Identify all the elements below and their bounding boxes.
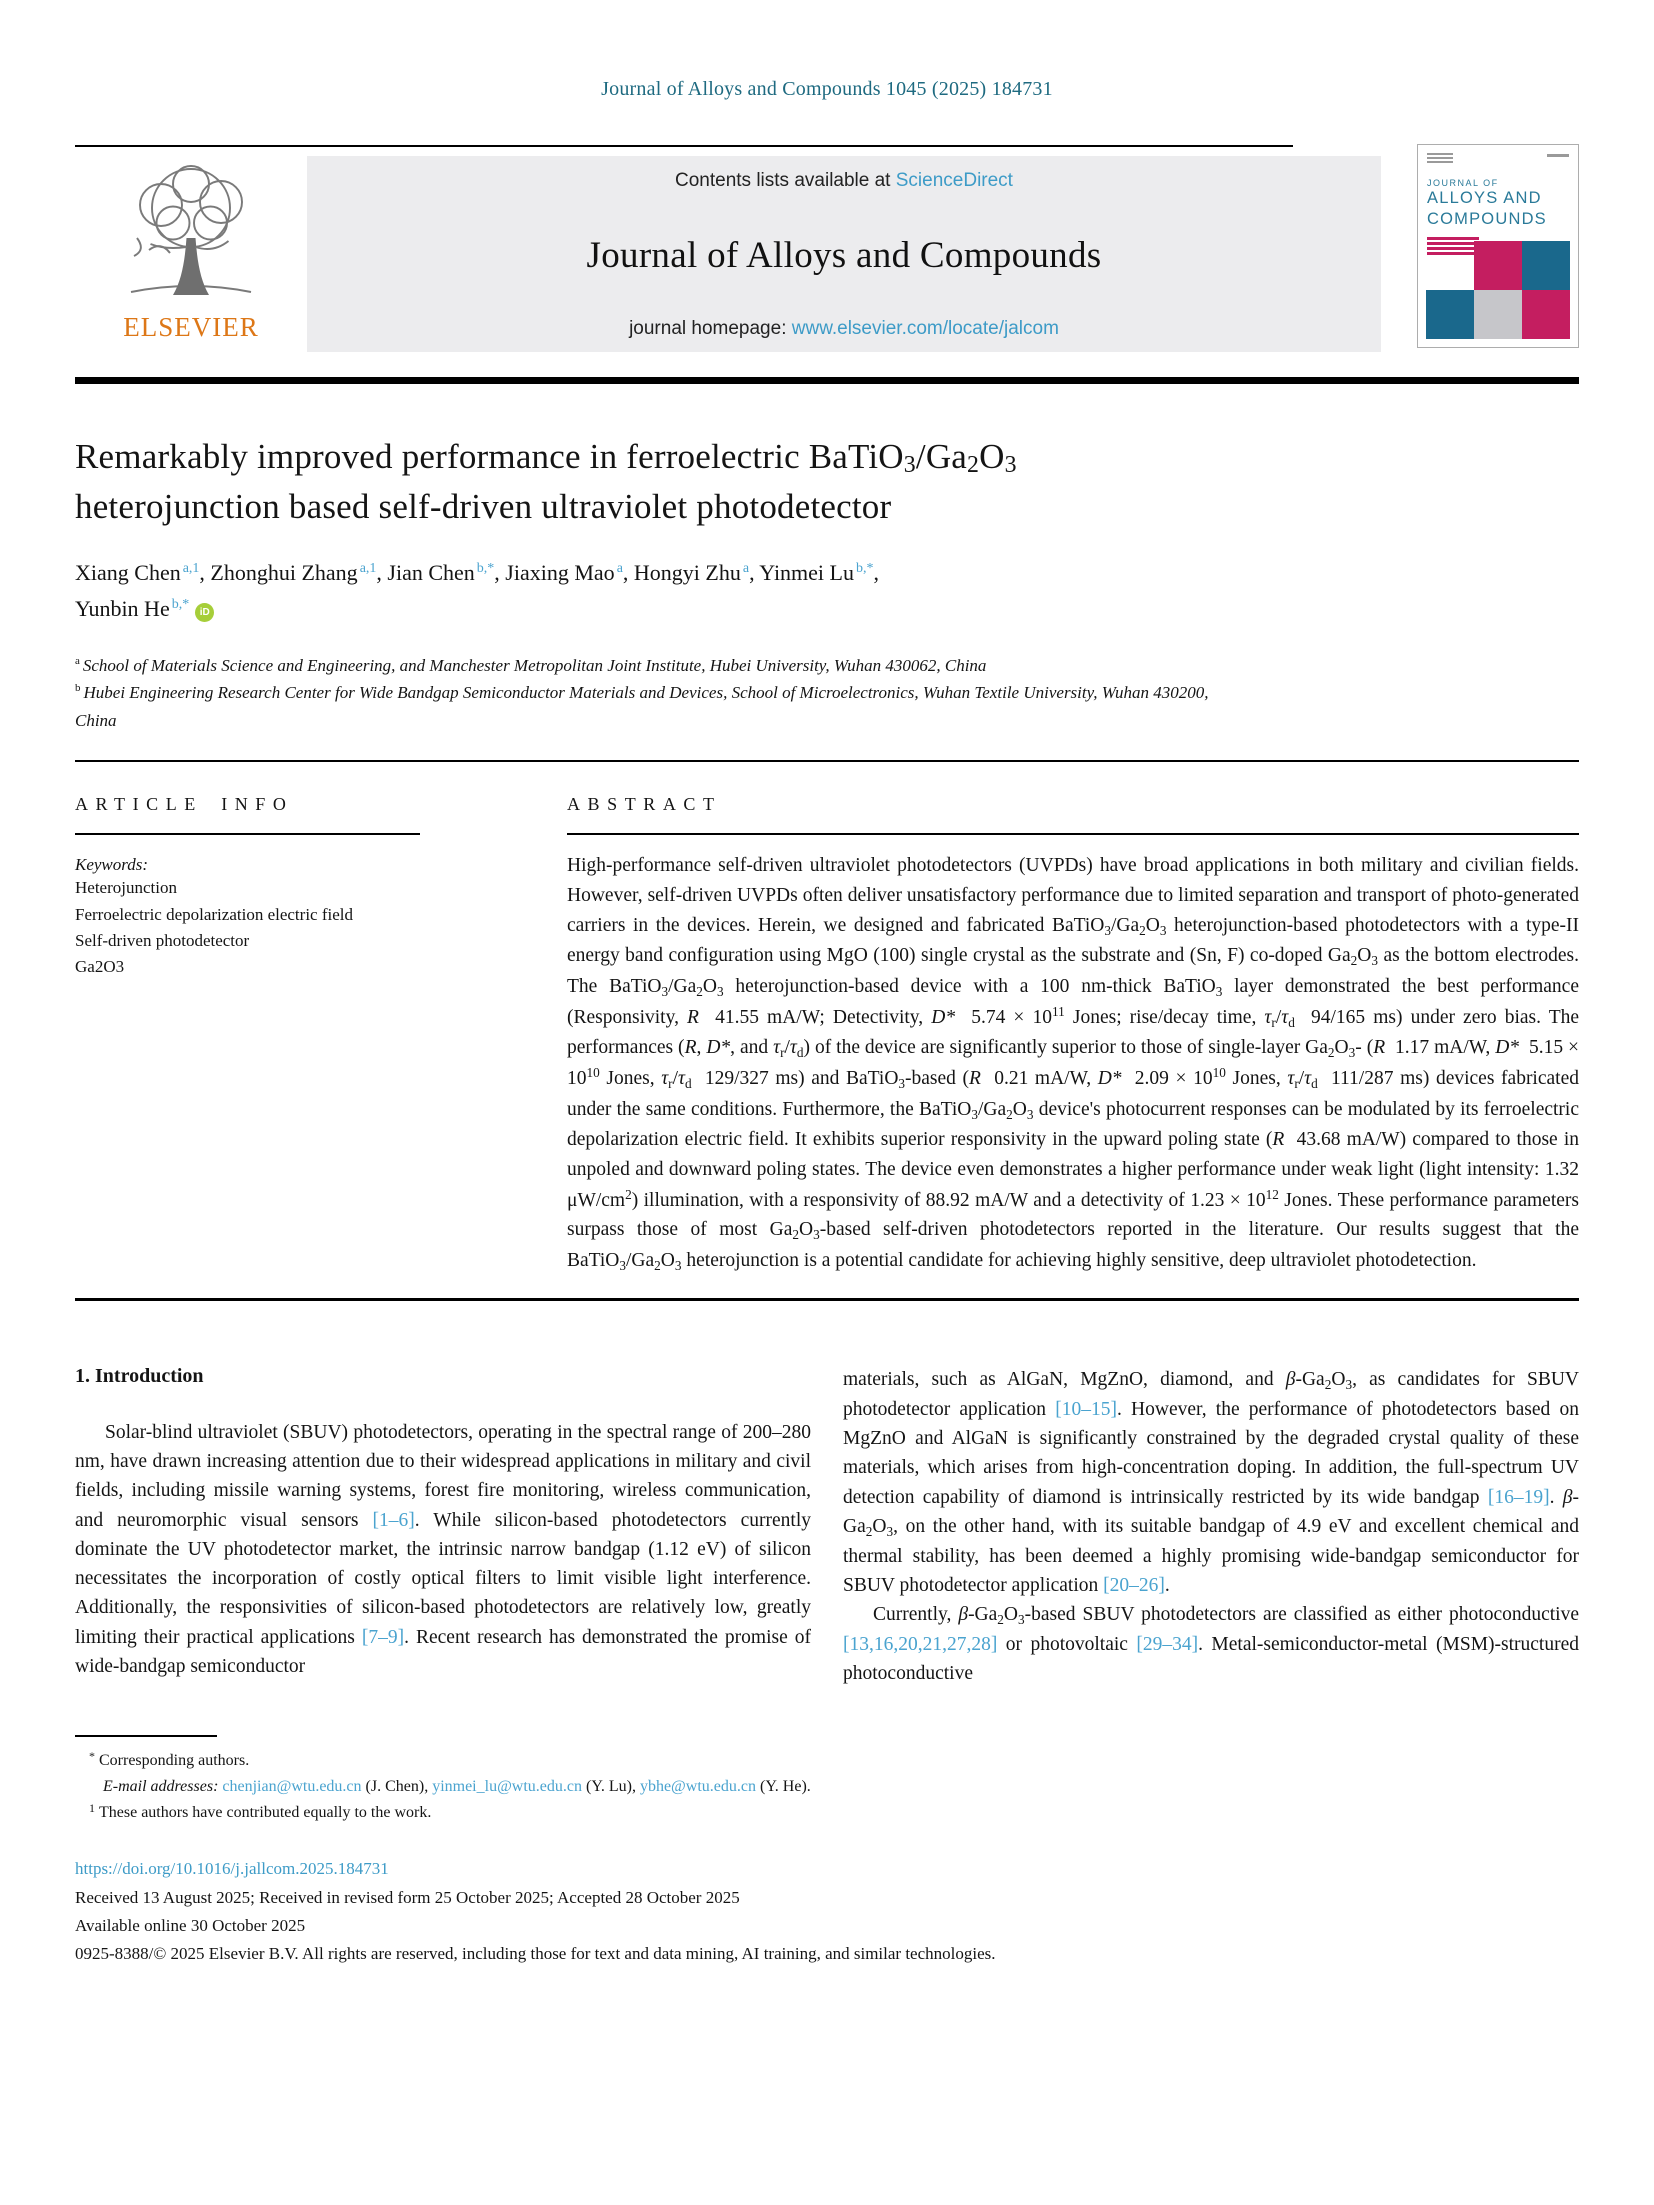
text-segment: 2 <box>696 983 703 999</box>
author[interactable]: Jiaxing Mao $^a$ <box>505 560 623 586</box>
text-segment: 3 <box>619 1257 627 1273</box>
cover-tile <box>1474 290 1522 339</box>
text-segment: 129/327 ms) and BaTiO <box>691 1068 899 1090</box>
text-segment: 11 <box>1052 1003 1065 1019</box>
text-segment: , and <box>730 1037 774 1059</box>
text-segment: as the bottom electrodes. The BaTiO <box>567 945 1580 997</box>
text-segment: /Ga <box>978 1098 1007 1120</box>
article-title <box>75 432 1579 531</box>
text-segment: 2 <box>1324 1376 1332 1392</box>
text-segment: . Recent research has demonstrated the promise of wide-bandgap semiconductor <box>75 1626 811 1677</box>
elsevier-tree-icon <box>116 160 266 310</box>
header-rule-thin <box>75 145 1293 147</box>
text-segment: O <box>798 1219 814 1241</box>
text-segment: device's photocurrent responses can be modulated by its ferroelectric depolarization electric field. It exhibits superior responsivity in the upward poling state ( <box>567 1098 1579 1150</box>
text-segment: τ <box>1264 1006 1272 1028</box>
contents-prefix: Contents lists available at <box>675 170 896 191</box>
text-segment: / <box>1298 1068 1305 1090</box>
text-segment: heterojunction is a potential candidate for achieving highly sensitive, deep ultraviolet photodetection. <box>681 1249 1477 1271</box>
text-segment: heterojunction-based photodetectors with a type-II energy band configuration using MgO (100) single crystal as the substrate and (Sn, F) co-doped Ga <box>567 914 1579 967</box>
text-segment: D* <box>931 1006 956 1028</box>
text-segment: τ <box>1281 1006 1289 1028</box>
introduction-heading: 1. Introduction <box>75 1364 204 1387</box>
contents-line <box>675 170 1013 192</box>
doi-link[interactable]: https://doi.org/10.1016/j.jallcom.2025.184731 <box>75 1859 389 1879</box>
section-rule-bottom <box>75 1298 1579 1301</box>
text-segment: 3 <box>1159 922 1167 938</box>
text-segment: O <box>660 1249 675 1271</box>
article-info-heading: ARTICLE INFO <box>75 794 294 815</box>
affiliation-b: $^b$ Hubei Engineering Research Center for Wide Bandgap Semiconductor Materials and Devices, School of Microelectronics, Wuhan Textile University, Wuhan 430200, China <box>75 682 1209 730</box>
tree-trunk <box>173 238 209 295</box>
author-affil-sup: a,1 <box>359 561 377 577</box>
text-segment: R <box>969 1068 981 1090</box>
homepage-line <box>629 318 1059 340</box>
text-segment: (Y. Lu), <box>582 1777 640 1795</box>
citation-link[interactable]: [29–34] <box>1136 1634 1199 1656</box>
corresponding-authors-note: * Corresponding authors. <box>89 1748 250 1769</box>
text-segment: τ <box>678 1068 685 1090</box>
text-segment: r <box>1294 1076 1299 1092</box>
text-segment: 3 <box>1371 953 1378 969</box>
text-segment: or photovoltaic <box>997 1634 1137 1656</box>
copyright-line: 0925-8388/© 2025 Elsevier B.V. All rights are reserved, including those for text and data mining, AI training, and similar technologies. <box>75 1944 996 1964</box>
abstract-rule <box>567 833 1579 835</box>
text-segment: r <box>668 1076 673 1092</box>
abstract-column <box>567 780 1579 1276</box>
cover-tile <box>1474 241 1522 290</box>
sciencedirect-link[interactable]: ScienceDirect <box>895 170 1013 191</box>
cover-title <box>1427 178 1569 229</box>
text-segment: O <box>1334 1037 1349 1059</box>
text-segment: τ <box>789 1037 797 1059</box>
text-segment: -based self-driven photodetectors reported in the literature. Our results suggest that the BaTiO <box>567 1219 1579 1271</box>
header-rule-thick <box>75 377 1579 384</box>
affil-sup: a <box>75 654 80 667</box>
text-segment: R <box>684 1037 697 1059</box>
keyword: Heterojunction <box>75 878 177 898</box>
text-segment: β <box>1562 1486 1573 1508</box>
text-segment: 2 <box>1350 953 1358 969</box>
text-segment: R <box>1373 1037 1386 1059</box>
text-segment: 12 <box>1265 1186 1279 1202</box>
text-segment: 2 <box>792 1227 799 1243</box>
text-segment: R <box>1272 1128 1285 1150</box>
journal-banner <box>307 156 1381 352</box>
text-segment: /Ga <box>1110 914 1140 936</box>
text-segment: O <box>872 1515 887 1537</box>
text-segment: / <box>672 1068 679 1090</box>
author-affil-sup: b,* <box>476 561 495 577</box>
text-segment: 2 <box>865 1523 873 1539</box>
cover-issn-mark <box>1547 154 1569 157</box>
journal-homepage-link[interactable]: www.elsevier.com/locate/jalcom <box>791 318 1059 339</box>
text-segment: 10 <box>1212 1065 1226 1081</box>
text-segment: 3 <box>1104 922 1111 938</box>
affiliation-a: $^a$ School of Materials Science and Engineering, and Manchester Metropolitan Joint Institute, Hubei University, Wuhan 430062, China <box>75 654 987 675</box>
text-segment: E-mail addresses: <box>103 1777 223 1795</box>
cover-title-line1: ALLOYS AND <box>1427 189 1542 207</box>
page-header-citation: Journal of Alloys and Compounds 1045 (2025) 184731 <box>601 78 1053 100</box>
author-affil-sup: a,1 <box>182 561 200 577</box>
cover-tile <box>1426 241 1474 290</box>
text-segment: / <box>784 1037 790 1059</box>
text-segment: ) of the device are significantly superior to those of single-layer Ga <box>803 1037 1328 1059</box>
email-addresses-note <box>75 1774 1579 1800</box>
text-segment: /Ga <box>668 975 697 997</box>
author-line-1: Xiang Chen $^{a,1}$, Zhonghui Zhang $^{a,1}$, Jian Chen $^{b,*}$, Jiaxing Mao $^a$, Hongyi Zhu $^a$, Yinmei Lu $^{b,*}$, <box>75 560 879 586</box>
text-segment: O <box>979 437 1005 476</box>
info-abstract-section <box>75 780 1579 1276</box>
text-segment: 3 <box>886 1523 894 1539</box>
text-segment: 2 <box>654 1257 661 1273</box>
text-segment: 2 <box>997 1612 1004 1628</box>
intro-column-left <box>75 1365 811 1689</box>
text-segment: 43.68 mA/W) compared to those in unpoled and downward poling states. The device even demonstrates a higher performance under weak light (light intensity: 1.32 μW/cm <box>567 1128 1579 1211</box>
citation-link[interactable]: [10–15] <box>1055 1398 1117 1420</box>
text-segment: D* <box>1097 1068 1122 1090</box>
author[interactable]: Hongyi Zhu $^a$ <box>633 560 750 586</box>
text-segment: r <box>1271 1014 1276 1030</box>
text-segment: 94/165 ms) under zero bias. The performances ( <box>567 1006 1580 1059</box>
text-segment: d <box>1311 1076 1318 1092</box>
available-online: Available online 30 October 2025 <box>75 1916 306 1936</box>
text-segment: , as candidates for SBUV photodetector application <box>843 1368 1579 1420</box>
elsevier-logo <box>75 156 307 352</box>
abstract-heading: ABSTRACT <box>567 794 722 815</box>
text-segment: 3 <box>903 452 916 478</box>
cover-title-small: JOURNAL OF <box>1427 178 1499 188</box>
intro-paragraph <box>75 1418 811 1681</box>
cover-title-line2: COMPOUNDS <box>1427 209 1547 228</box>
text-segment: materials, such as AlGaN, MgZnO, diamond, and <box>843 1368 1286 1390</box>
text-segment: Jones. These performance parameters surpass those of most Ga <box>567 1189 1579 1241</box>
text-segment: D* <box>1495 1037 1520 1059</box>
footnote-rule <box>75 1735 217 1737</box>
journal-name: Journal of Alloys and Compounds <box>586 234 1102 276</box>
text-segment: /Ga <box>915 437 968 476</box>
citation-link[interactable]: [7–9] <box>361 1626 405 1648</box>
text-segment: 3 <box>1348 1045 1356 1061</box>
masthead <box>75 145 1579 352</box>
text-segment: / <box>1275 1006 1282 1028</box>
email-link[interactable]: yinmei_lu@wtu.edu.cn <box>432 1777 583 1795</box>
text-segment: 2.09 × 10 <box>1121 1068 1213 1090</box>
cover-color-grid <box>1426 241 1570 339</box>
cover-tile <box>1426 290 1474 339</box>
text-segment: τ <box>1287 1068 1295 1090</box>
author[interactable]: Jian Chen $^{b,*}$ <box>387 560 495 586</box>
affil-sup: b <box>75 682 81 695</box>
article-info-column <box>75 780 485 1276</box>
text-segment: 3 <box>1018 1612 1025 1628</box>
text-segment: 3 <box>813 1227 820 1243</box>
text-segment: ) illumination, with a responsivity of 88.92 mA/W and a detectivity of 1.23 × 10 <box>631 1189 1266 1211</box>
text-segment: 3 <box>1345 1376 1353 1392</box>
intro-paragraph <box>843 1365 1579 1600</box>
text-segment: (Y. He). <box>755 1777 811 1795</box>
text-segment: 2 <box>1006 1106 1013 1122</box>
text-segment: O <box>702 975 717 997</box>
citation-link[interactable]: [1–6] <box>372 1509 415 1531</box>
asterisk-marker: * <box>89 1748 95 1763</box>
author[interactable]: Yunbin He $^{b,*}$ <box>75 595 190 621</box>
author-list <box>75 555 1579 625</box>
text-segment: 2 <box>967 452 980 478</box>
text-segment: τ <box>773 1037 781 1059</box>
text-segment: High-performance self-driven ultraviolet photodetectors (UVPDs) have broad applications in both military and civilian fields. However, self-driven UVPDs often deliver unsatisfactory performance due to limited separation and transport of photo-generated carriers in the devices. Herein, we designed and fabricated BaTiO <box>567 855 1579 936</box>
text-segment: -based ( <box>905 1068 970 1090</box>
footnotes <box>75 1735 1579 1827</box>
text-segment: . However, the performance of photodetectors based on MgZnO and AlGaN is significantly constrained by the degraded crystal quality of these materials, which arises from high-concentration doping. In addition, the full-spectrum UV detection capability of diamond is intrinsically restricted by its wide bandgap <box>843 1398 1579 1508</box>
keyword: Ferroelectric depolarization electric field <box>75 904 353 924</box>
text-segment: d <box>685 1076 692 1092</box>
text-segment: 5.74 × 10 <box>955 1006 1053 1028</box>
email-link[interactable]: ybhe@wtu.edu.cn <box>639 1777 756 1795</box>
text-segment: d <box>796 1045 804 1061</box>
equal-contribution-note: $^1$ These authors have contributed equally to the work. <box>89 1801 432 1822</box>
text-segment: β <box>958 1604 969 1626</box>
homepage-prefix: journal homepage: <box>629 318 792 339</box>
text-segment: /Ga <box>626 1249 655 1271</box>
article-title-line2: heterojunction based self-driven ultraviolet photodetector <box>75 487 892 527</box>
text-segment: -based SBUV photodetectors are classified as either photoconductive <box>1024 1604 1579 1626</box>
author-affil-sup: a <box>616 561 623 577</box>
text-segment: 3 <box>1004 452 1017 478</box>
cover-tile <box>1522 241 1570 290</box>
text-segment: 111/287 ms) devices fabricated under the same conditions. Furthermore, the BaTiO <box>567 1068 1579 1120</box>
keyword: Self-driven photodetector <box>75 930 250 950</box>
citation-link[interactable]: [13,16,20,21,27,28] <box>843 1634 998 1656</box>
author[interactable]: Yinmei Lu $^{b,*}$ <box>759 560 874 586</box>
footnote-1-marker: 1 <box>89 1801 95 1816</box>
section-rule-top <box>75 760 1579 762</box>
introduction-section <box>75 1365 1579 1689</box>
text-segment: Jones, <box>599 1068 662 1090</box>
text-segment: , on the other hand, with its suitable bandgap of 4.9 eV and excellent chemical and thermal stability, has been deemed a highly promising wide-bandgap semiconductor for SBUV photodetector application <box>843 1515 1579 1596</box>
text-segment: O <box>1145 914 1160 936</box>
author-affil-sup: a <box>742 561 750 577</box>
text-segment: Jones, <box>1225 1068 1288 1090</box>
text-segment: 3 <box>898 1076 906 1092</box>
email-link[interactable]: chenjian@wtu.edu.cn <box>222 1777 362 1795</box>
text-segment: O <box>1003 1604 1019 1626</box>
intro-column-right <box>843 1365 1579 1689</box>
elsevier-wordmark: ELSEVIER <box>123 312 259 342</box>
text-segment: Remarkably improved performance in ferroelectric BaTiO <box>75 437 904 476</box>
abstract-text <box>567 851 1579 1276</box>
text-segment: (J. Chen), <box>361 1777 433 1795</box>
text-segment: 2 <box>625 1186 632 1202</box>
text-segment: - ( <box>1355 1037 1374 1059</box>
text-segment: τ <box>661 1068 669 1090</box>
cover-publisher-mark <box>1427 153 1453 167</box>
text-segment: . <box>1549 1486 1563 1508</box>
author[interactable]: Xiang Chen $^{a,1}$ <box>75 560 200 586</box>
affiliations <box>75 652 1579 735</box>
author-affil-sup: b,* <box>855 561 874 577</box>
article-info-rule <box>75 833 420 835</box>
text-segment: r <box>780 1045 785 1061</box>
journal-cover-thumbnail <box>1417 144 1579 348</box>
keywords-label: Keywords: <box>75 855 149 875</box>
cover-tile <box>1522 290 1570 339</box>
text-segment: 0.21 mA/W, <box>980 1068 1098 1090</box>
text-segment: d <box>1288 1014 1295 1030</box>
author-affil-sup: b,* <box>171 596 190 612</box>
received-dates: Received 13 August 2025; Received in revised form 25 October 2025; Accepted 28 October 2025 <box>75 1887 740 1907</box>
text-segment: . <box>1164 1574 1170 1596</box>
text-segment: Jones; rise/decay time, <box>1064 1006 1265 1028</box>
text-segment: 3 <box>661 983 669 999</box>
text-segment: 3 <box>716 983 724 999</box>
keyword: Ga2O3 <box>75 957 125 977</box>
text-segment: 3 <box>1215 983 1223 999</box>
text-segment: 1.17 mA/W, <box>1385 1037 1496 1059</box>
publication-details <box>75 1856 1579 1967</box>
text-segment: R <box>687 1006 699 1028</box>
text-segment: . While silicon-based photodetectors currently dominate the UV photodetector market, the intrinsic narrow bandgap (1.12 eV) of silicon necessitates the incorporation of costly optical filters to limit visible light interference. Additionally, the responsivities of silicon-based photodetectors are relatively low, greatly limiting their practical applications <box>75 1509 811 1648</box>
text-segment: 2 <box>1139 922 1146 938</box>
text-segment: O <box>1012 1098 1027 1120</box>
author[interactable]: Zhonghui Zhang $^{a,1}$ <box>210 560 377 586</box>
text-segment: Solar-blind ultraviolet (SBUV) photodetectors, operating in the spectral range of 200–280 nm, have drawn increasing attention due to their widespread applications in military and civil fields, including missile warning systems, forest fire monitoring, wireless communication, and neuromorphic visual sensors <box>75 1421 811 1531</box>
citation-link[interactable]: [20–26] <box>1103 1574 1165 1596</box>
author-line-2 <box>75 591 1579 626</box>
text-segment: 2 <box>1327 1045 1335 1061</box>
text-segment: -Ga <box>968 1604 998 1626</box>
intro-paragraph <box>843 1600 1579 1688</box>
text-segment: β <box>1285 1368 1296 1390</box>
text-segment: 41.55 mA/W; Detectivity, <box>698 1006 932 1028</box>
text-segment: 3 <box>1026 1106 1034 1122</box>
citation-link[interactable]: [16–19] <box>1487 1486 1550 1508</box>
text-segment: 10 <box>586 1065 600 1081</box>
text-segment: 5.15 × 10 <box>567 1037 1580 1090</box>
text-segment: -Ga <box>843 1486 1579 1537</box>
text-segment: layer demonstrated the best performance (Responsivity, <box>567 975 1579 1028</box>
text-segment: , <box>696 1037 707 1059</box>
text-segment: heterojunction-based device with a 100 nm-thick BaTiO <box>723 975 1216 997</box>
orcid-icon[interactable]: iD <box>195 603 214 622</box>
text-segment: . Metal-semiconductor-metal (MSM)-structured photoconductive <box>843 1634 1579 1685</box>
text-segment: O <box>1331 1368 1346 1390</box>
text-segment: O <box>1357 945 1372 967</box>
text-segment: -Ga <box>1295 1368 1325 1390</box>
text-segment: D* <box>706 1037 731 1059</box>
text-segment: Currently, <box>873 1604 959 1626</box>
text-segment: 3 <box>674 1257 682 1273</box>
text-segment: τ <box>1304 1068 1312 1090</box>
text-segment: 3 <box>971 1106 978 1122</box>
